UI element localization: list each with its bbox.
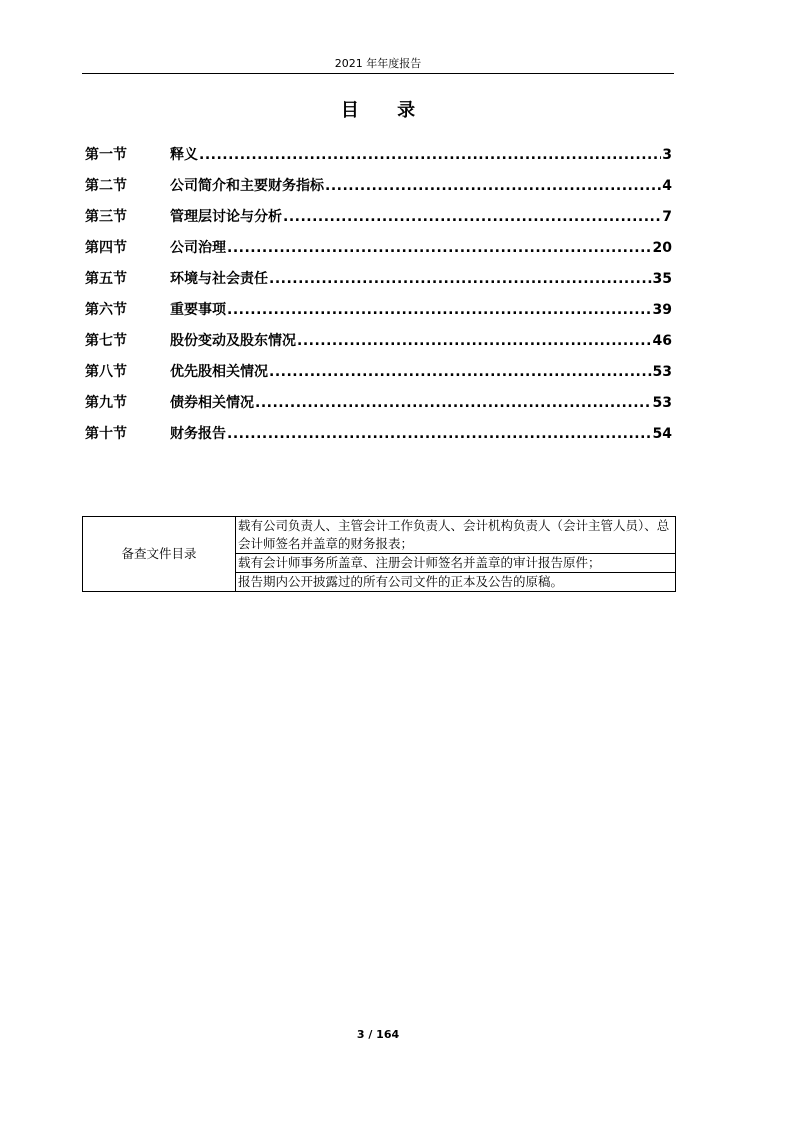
toc-section-number: 第七节 xyxy=(85,333,127,349)
page-title: 目 录 xyxy=(340,100,432,121)
toc-page-number: 39 xyxy=(652,302,672,318)
toc-section-number: 第八节 xyxy=(85,364,127,380)
toc-page-number: 35 xyxy=(652,271,672,287)
toc-section-title: 优先股相关情况 xyxy=(170,364,268,380)
toc-section-title: 债券相关情况 xyxy=(170,395,254,411)
page-number-footer: 3 / 164 xyxy=(356,1028,400,1041)
toc-entry[interactable] xyxy=(85,268,672,299)
toc-dot-leader xyxy=(227,423,652,445)
table-of-contents xyxy=(85,144,672,454)
reference-documents-table xyxy=(82,516,676,592)
toc-section-title: 管理层讨论与分析 xyxy=(170,209,282,225)
toc-page-number: 7 xyxy=(662,209,672,225)
toc-dot-leader xyxy=(325,175,661,197)
toc-section-number: 第三节 xyxy=(85,209,127,225)
toc-section-number: 第二节 xyxy=(85,178,127,194)
toc-page-number: 20 xyxy=(652,240,672,256)
toc-section-title: 释义 xyxy=(170,147,198,163)
toc-section-number: 第六节 xyxy=(85,302,127,318)
toc-dot-leader xyxy=(269,361,652,383)
toc-dot-leader xyxy=(269,268,652,290)
reference-document-item: 报告期内公开披露过的所有公司文件的正本及公告的原稿。 xyxy=(236,573,676,592)
table-row xyxy=(83,517,676,554)
toc-page-number: 53 xyxy=(652,364,672,380)
reference-documents-label: 备查文件目录 xyxy=(83,517,236,592)
toc-entry[interactable] xyxy=(85,299,672,330)
toc-section-number: 第一节 xyxy=(85,147,127,163)
toc-section-number: 第四节 xyxy=(85,240,127,256)
reference-document-item: 载有会计师事务所盖章、注册会计师签名并盖章的审计报告原件； xyxy=(236,554,676,573)
toc-dot-leader xyxy=(227,237,652,259)
toc-dot-leader xyxy=(283,206,661,228)
toc-page-number: 46 xyxy=(652,333,672,349)
toc-page-number: 4 xyxy=(662,178,672,194)
toc-section-title: 环境与社会责任 xyxy=(170,271,268,287)
toc-entry[interactable] xyxy=(85,361,672,392)
toc-section-title: 公司简介和主要财务指标 xyxy=(170,178,324,194)
running-header: 2021 年年度报告 xyxy=(334,57,422,70)
toc-section-number: 第十节 xyxy=(85,426,127,442)
toc-dot-leader xyxy=(255,392,652,414)
toc-section-title: 重要事项 xyxy=(170,302,226,318)
toc-entry[interactable] xyxy=(85,144,672,175)
toc-entry[interactable] xyxy=(85,237,672,268)
toc-entry[interactable] xyxy=(85,206,672,237)
toc-page-number: 3 xyxy=(662,147,672,163)
toc-section-number: 第九节 xyxy=(85,395,127,411)
toc-dot-leader xyxy=(297,330,652,352)
toc-entry[interactable] xyxy=(85,175,672,206)
toc-entry[interactable] xyxy=(85,392,672,423)
toc-section-number: 第五节 xyxy=(85,271,127,287)
toc-section-title: 股份变动及股东情况 xyxy=(170,333,296,349)
toc-dot-leader xyxy=(227,299,652,321)
toc-page-number: 53 xyxy=(652,395,672,411)
reference-document-item: 载有公司负责人、主管会计工作负责人、会计机构负责人（会计主管人员）、总会计师签名并盖章的财务报表； xyxy=(236,517,676,554)
toc-entry[interactable] xyxy=(85,330,672,361)
toc-section-title: 财务报告 xyxy=(170,426,226,442)
toc-section-title: 公司治理 xyxy=(170,240,226,256)
header-rule xyxy=(82,73,674,74)
toc-entry[interactable] xyxy=(85,423,672,454)
toc-dot-leader xyxy=(199,144,661,166)
toc-page-number: 54 xyxy=(652,426,672,442)
